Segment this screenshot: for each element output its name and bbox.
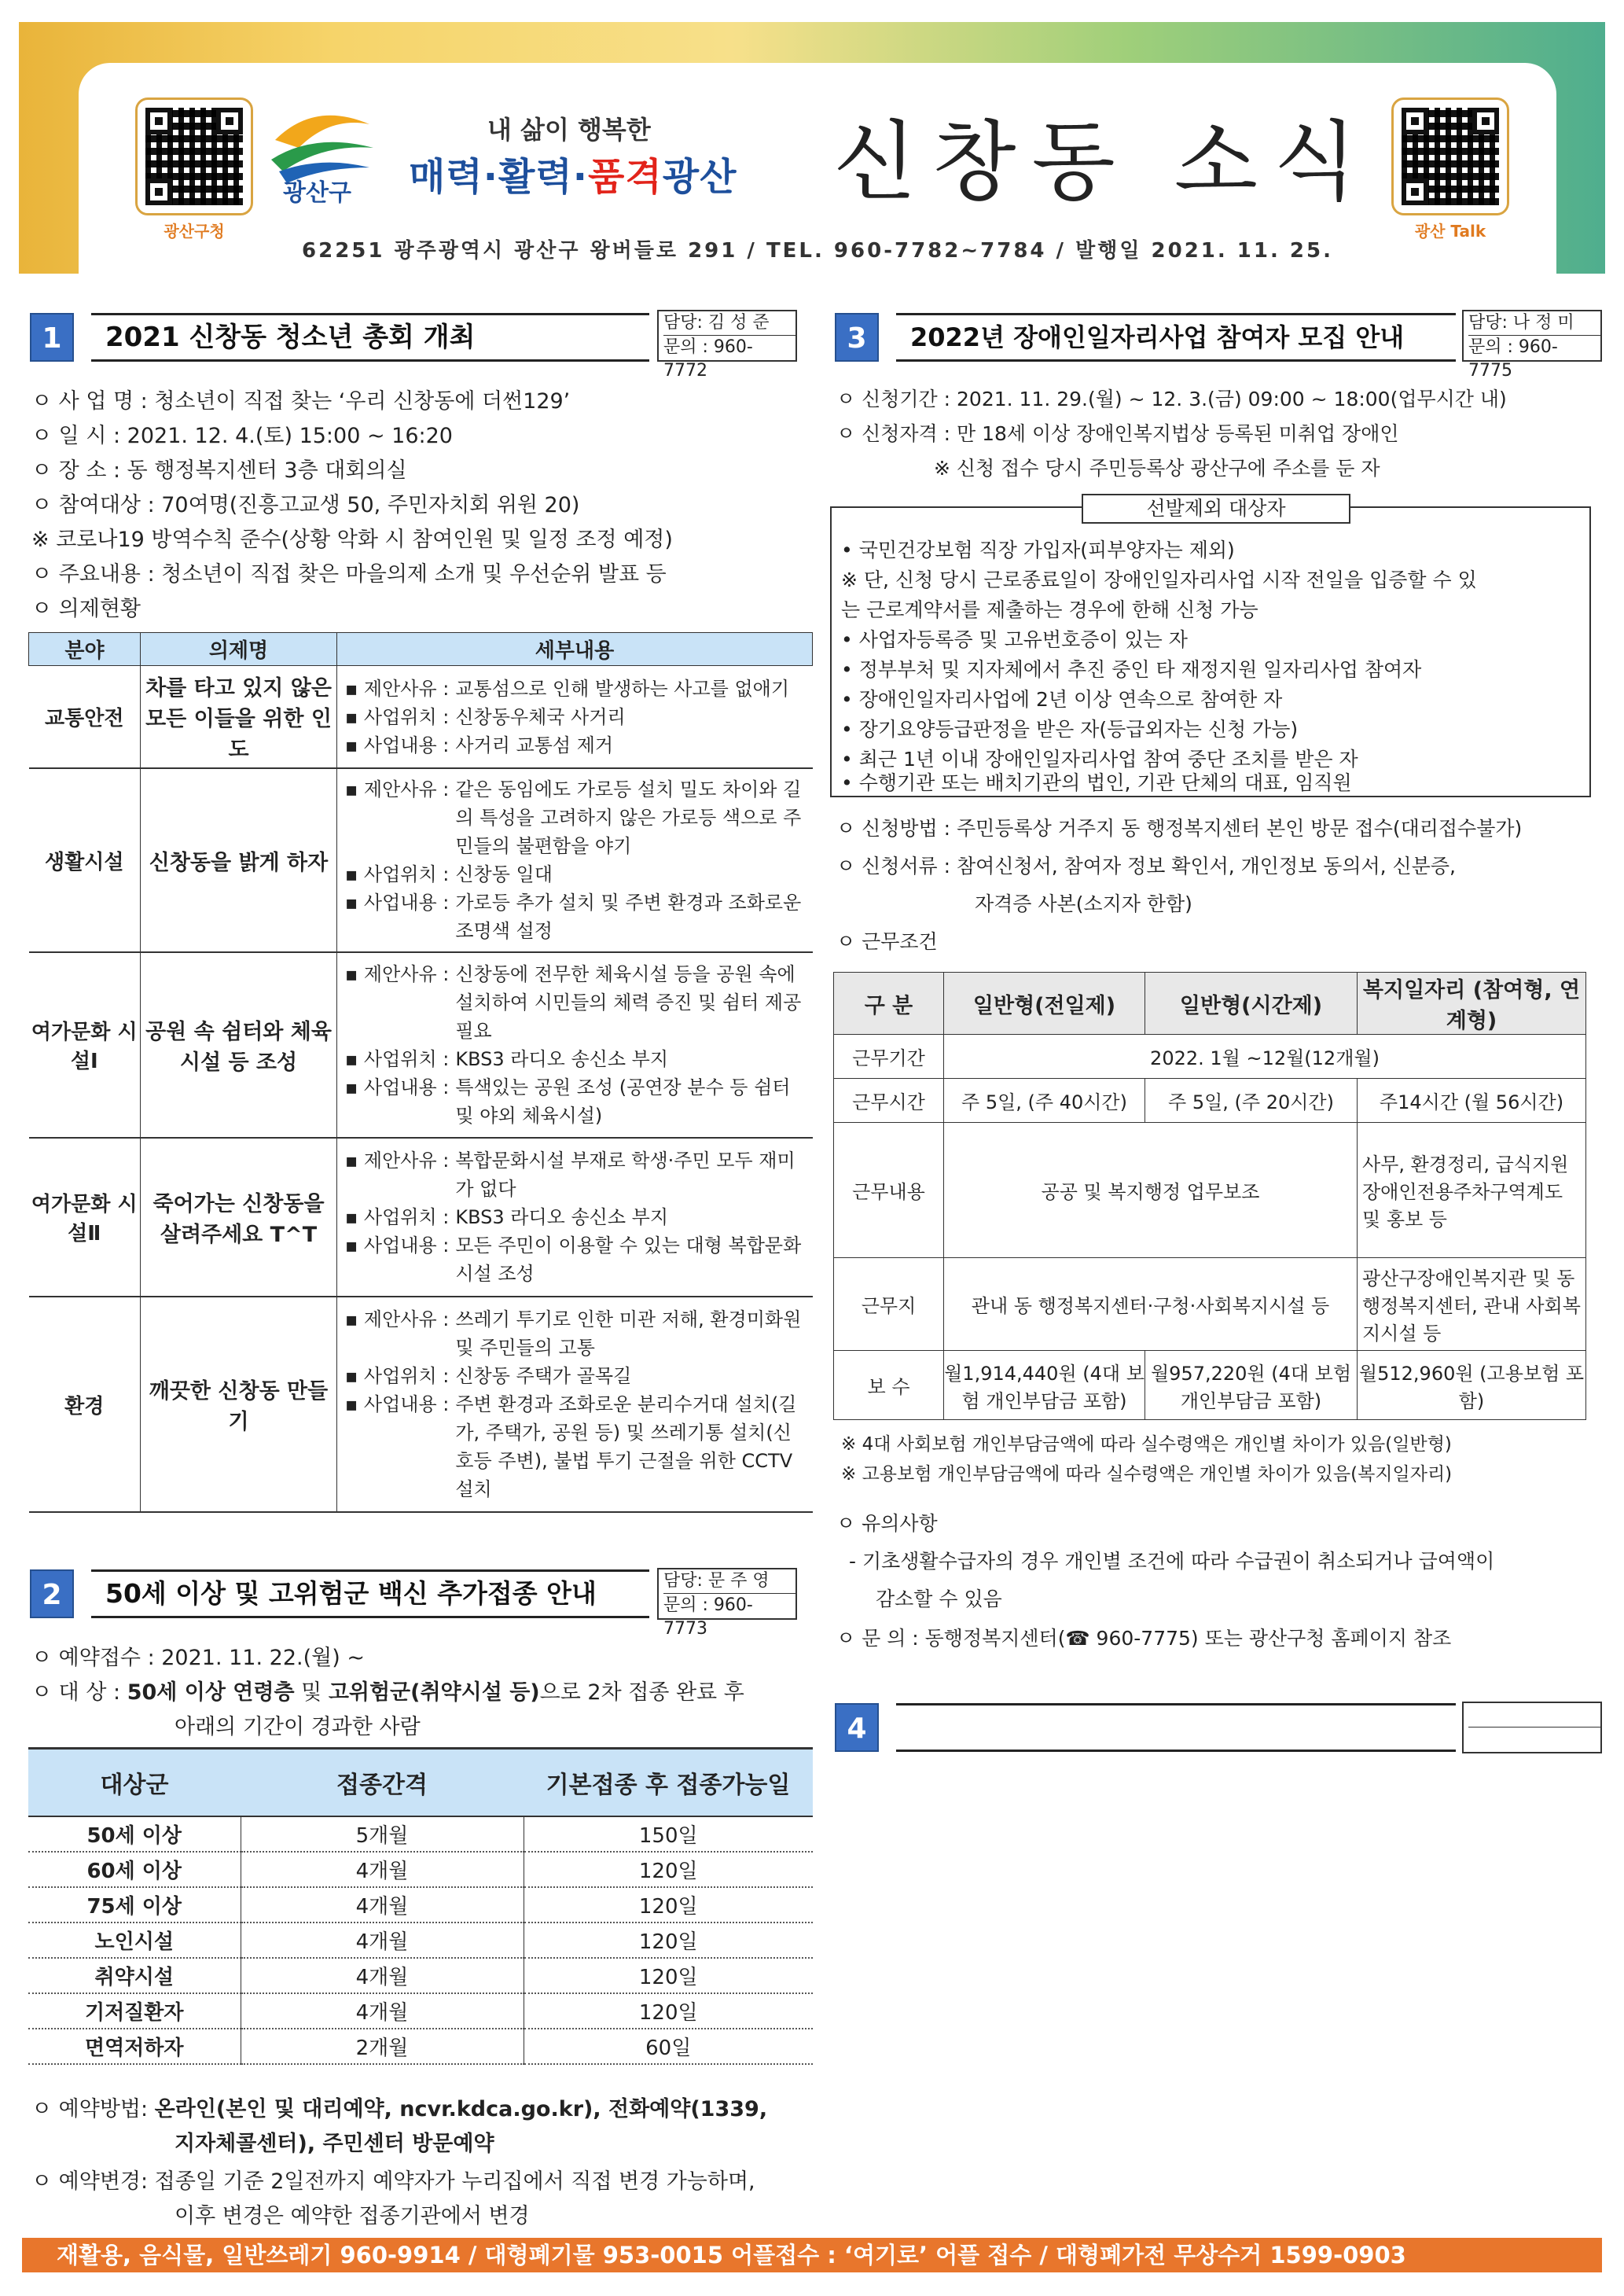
cell: 근무지: [834, 1258, 944, 1351]
text-bold: 50세 이상 연령층: [127, 1680, 295, 1705]
s1-line: ㅇ 일 시 : 2021. 12. 4.(토) 15:00 ~ 16:20: [31, 424, 453, 448]
section1-number: 1: [30, 313, 74, 362]
s3-line: ㅇ 신청방법 : 주민등록상 거주지 동 행정복지센터 본인 방문 접수(대리접수불가): [836, 817, 1523, 840]
cell: 150일: [524, 1816, 813, 1852]
table-row: [834, 1123, 1586, 1258]
table-row: [834, 1079, 1586, 1123]
s1-line: ㅇ 사 업 명 : 청소년이 직접 찾는 ‘우리 신창동에 더썬129’: [31, 389, 571, 414]
key: ▪ 사업위치 :: [345, 1048, 450, 1070]
key: ▪ 제안사유 :: [345, 1150, 450, 1172]
cell: 4개월: [241, 1923, 524, 1958]
text: 및: [294, 1680, 329, 1705]
s1-line: ㅇ 주요내용 : 청소년이 직접 찾은 마을의제 소개 및 우선순위 발표 등: [31, 562, 667, 587]
section3-number: 3: [835, 313, 879, 362]
s1-line: ㅇ 참여대상 : 70여명(진흥고교생 50, 주민자치회 위원 20): [31, 493, 580, 517]
contact-person: 담당: 문 주 영: [663, 1569, 795, 1594]
s3-line: ㅇ 문 의 : 동행정복지센터(☎ 960-7775) 또는 광산구청 홈페이지 참조: [836, 1627, 1452, 1650]
table-row: [28, 1993, 813, 2029]
cell: 광산구장애인복지관 및 동행정복지센터, 관내 사회복지시설 등: [1358, 1258, 1586, 1351]
cell: 60일: [524, 2029, 813, 2064]
val: 가로등 추가 설치 및 주변 환경과 조화로운 조명색 설정: [455, 892, 802, 942]
agenda-name: 차를 타고 있지 않은 모든 이들을 위한 인도: [141, 666, 337, 769]
contact-row: [1468, 1728, 1600, 1752]
cell: 주 5일, (주 20시간): [1145, 1079, 1358, 1123]
s3-note: ※ 고용보험 개인부담금액에 따라 실수령액은 개인별 차이가 있음(복지일자리): [841, 1464, 1453, 1485]
table-row: [28, 1923, 813, 1958]
key: ▪ 사업내용 :: [345, 1393, 450, 1415]
col-head: 구 분: [834, 973, 944, 1035]
section4-title: [896, 1703, 1456, 1752]
exclusion-item: • 수행기관 또는 배치기관의 법인, 기관 단체의 대표, 임직원: [841, 771, 1352, 794]
cell: 주 5일, (주 40시간): [944, 1079, 1145, 1123]
section4-number: 4: [835, 1703, 879, 1752]
field: 생활시설: [29, 768, 141, 952]
logo-name: 광산구: [283, 179, 351, 207]
key: ▪ 제안사유 :: [345, 1308, 450, 1330]
s3-line: ㅇ 신청자격 : 만 18세 이상 장애인복지법상 등록된 미취업 장애인: [836, 422, 1399, 445]
key: ▪ 사업위치 :: [345, 1365, 450, 1387]
col-head: 접종간격: [241, 1749, 524, 1816]
key: ▪ 사업위치 :: [345, 863, 450, 885]
cell: 50세 이상: [28, 1816, 241, 1852]
cell: 면역저하자: [28, 2029, 241, 2064]
val: 신창동에 전무한 체육시설 등을 공원 속에 설치하여 시민들의 체력 증진 및 쉼터 제공 필요: [455, 963, 802, 1042]
s3-line: 자격증 사본(소지자 한함): [975, 892, 1192, 915]
text: ㅇ 대 상 :: [31, 1680, 127, 1705]
s3-line: ㅇ 신청기간 : 2021. 11. 29.(월) ~ 12. 3.(금) 09:00 ~ 18:00(업무시간 내): [836, 388, 1507, 410]
field: 교통안전: [29, 666, 141, 769]
key: ▪ 사업위치 :: [345, 705, 450, 728]
table-row: [834, 1258, 1586, 1351]
s3-line: ㅇ 신청서류 : 참여신청서, 참여자 정보 확인서, 개인정보 동의서, 신분증,: [836, 855, 1456, 878]
col-head: 복지일자리 (참여형, 연계형): [1358, 973, 1586, 1035]
table-row: [28, 1887, 813, 1923]
table-row: [28, 1958, 813, 1993]
s3-line: ㅇ 근무조건: [836, 930, 938, 953]
s2-line: 아래의 기간이 경과한 사람: [175, 1715, 421, 1739]
slogan-line1: 내 삶이 행복한: [487, 115, 651, 145]
slogan-line2: [409, 146, 737, 201]
cell: 기저질환자: [28, 1993, 241, 2029]
exclusion-item: 는 근로계약서를 제출하는 경우에 한해 신청 가능: [841, 598, 1258, 621]
col-head: 일반형(전일제): [944, 973, 1145, 1035]
key: ▪ 사업내용 :: [345, 1234, 450, 1257]
cell: 월512,960원 (고용보험 포함): [1358, 1351, 1586, 1420]
table-row: [28, 2029, 813, 2064]
slogan-part-b: 품격: [587, 155, 663, 199]
text: 으로 2차 접종 완료 후: [539, 1680, 744, 1705]
text-bold: 온라인(본인 및 대리예약, ncvr.kdca.go.kr), 전화예약(1339,: [154, 2097, 768, 2121]
contact-row: [1468, 1703, 1600, 1728]
contact-phone: 문의 : 960-7773: [663, 1595, 753, 1639]
key: ▪ 사업내용 :: [345, 892, 450, 914]
cell: 75세 이상: [28, 1887, 241, 1923]
exclusion-item: • 정부부처 및 지자체에서 추진 중인 타 재정지원 일자리사업 참여자: [841, 658, 1422, 681]
section2-number: 2: [30, 1569, 74, 1618]
val: 같은 동임에도 가로등 설치 밀도 차이와 길의 특성을 고려하지 않은 가로등 색으로 주민들의 불편함을 야기: [455, 778, 802, 857]
section1-title: 2021 신창동 청소년 총회 개최: [91, 313, 649, 362]
cell: 사무, 환경정리, 급식지원 장애인전용주차구역계도 및 홍보 등: [1358, 1123, 1586, 1258]
qr-right-label: 광산 Talk: [1414, 222, 1486, 241]
section4-contact: [1462, 1702, 1602, 1753]
key: ▪ 제안사유 :: [345, 778, 450, 800]
cell: 관내 동 행정복지센터·구청·사회복지시설 등: [944, 1258, 1358, 1351]
cell: 근무기간: [834, 1035, 944, 1079]
s2-line: 지자체콜센터), 주민센터 방문예약: [175, 2132, 494, 2156]
text-bold: 고위험군(취약시설 등): [328, 1680, 540, 1705]
s3-note: ※ 4대 사회보험 개인부담금액에 따라 실수령액은 개인별 차이가 있음(일반형): [841, 1434, 1452, 1455]
contact-person: 담당: 김 성 준: [663, 311, 795, 336]
page-title: 신창동 소식: [833, 112, 1373, 212]
exclusion-item: ※ 단, 신청 당시 근로종료일이 장애인일자리사업 시작 전일을 입증할 수 있: [841, 568, 1477, 591]
exclusion-item: • 최근 1년 이내 장애인일자리사업 참여 중단 조치를 받은 자: [841, 748, 1358, 771]
s3-line: ※ 신청 접수 당시 주민등록상 광산구에 주소를 둔 자: [934, 457, 1380, 480]
text: ㅇ 예약방법:: [31, 2097, 155, 2121]
s2-line: [31, 2092, 767, 2122]
cell: 노인시설: [28, 1923, 241, 1958]
exclusion-item: • 국민건강보험 직장 가입자(피부양자는 제외): [841, 539, 1235, 561]
cell: 2개월: [241, 2029, 524, 2064]
section2-title: 50세 이상 및 고위험군 백신 추가접종 안내: [91, 1569, 649, 1618]
key: ▪ 사업내용 :: [345, 1076, 450, 1098]
s3-line: ㅇ 유의사항: [836, 1512, 938, 1535]
cell: 120일: [524, 1993, 813, 2029]
s2-line: [31, 1675, 744, 1705]
cell: 4개월: [241, 1852, 524, 1887]
val: 교통섬으로 인해 발생하는 사고를 없애기: [455, 677, 790, 700]
s1-line: ㅇ 의제현황: [31, 597, 141, 621]
key: ▪ 사업위치 :: [345, 1206, 450, 1228]
key: ▪ 제안사유 :: [345, 963, 450, 985]
work-conditions-table: [833, 972, 1586, 1420]
agenda-name: 공원 속 쉼터와 체육시설 등 조성: [141, 952, 337, 1138]
cell: 120일: [524, 1887, 813, 1923]
table-row: [834, 1035, 1586, 1079]
qr-code-right[interactable]: [1391, 98, 1509, 215]
cell: 근무시간: [834, 1079, 944, 1123]
val: 쓰레기 투기로 인한 미관 저해, 환경미화원 및 주민들의 고통: [455, 1308, 802, 1359]
agenda-name: 신창동을 밝게 하자: [141, 768, 337, 952]
table-row: [28, 1816, 813, 1852]
val: KBS3 라디오 송신소 부지: [455, 1048, 669, 1070]
cell: 5개월: [241, 1816, 524, 1852]
cell: 월957,220원 (4대 보험 개인부담금 포함): [1145, 1351, 1358, 1420]
contact-person: 담당: 나 정 미: [1468, 311, 1600, 336]
agenda-name: 깨끗한 신창동 만들기: [141, 1297, 337, 1512]
slogan-part-c: 광산: [662, 155, 737, 199]
col-head: 세부내용: [337, 633, 813, 666]
cell: 보 수: [834, 1351, 944, 1420]
s2-line: ㅇ 예약변경: 접종일 기준 2일전까지 예약자가 누리집에서 직접 변경 가능하며,: [31, 2169, 755, 2194]
val: KBS3 라디오 송신소 부지: [455, 1206, 669, 1228]
booster-table: [28, 1747, 813, 2065]
col-head: 분야: [29, 633, 141, 666]
exclusion-heading: 선발제외 대상자: [1082, 494, 1350, 524]
exclusion-item: • 사업자등록증 및 고유번호증이 있는 자: [841, 628, 1188, 651]
col-head: 대상군: [28, 1749, 241, 1816]
table-row: [834, 1351, 1586, 1420]
contact-phone: 문의 : 960-7775: [1468, 337, 1558, 381]
s3-line: 감소할 수 있음: [876, 1588, 1002, 1610]
qr-left-label: 광산구청: [164, 222, 225, 241]
val: 사거리 교통섬 제거: [455, 734, 614, 756]
section1-contact: [657, 310, 797, 381]
exclusion-item: • 장애인일자리사업에 2년 이상 연속으로 참여한 자: [841, 688, 1283, 711]
s2-line: 이후 변경은 예약한 접종기관에서 변경: [175, 2204, 530, 2228]
col-head: 일반형(시간제): [1145, 973, 1358, 1035]
field: 환경: [29, 1297, 141, 1512]
slogan-part-a: 매력·활력·: [409, 155, 588, 199]
cell: 공공 및 복지행정 업무보조: [944, 1123, 1358, 1258]
table-row: [29, 1138, 813, 1297]
s1-line: ㅇ 장 소 : 동 행정복지센터 3층 대회의실: [31, 458, 407, 483]
cell: 근무내용: [834, 1123, 944, 1258]
col-head: 기본접종 후 접종가능일: [524, 1749, 813, 1816]
val: 특색있는 공원 조성 (공연장 분수 등 쉼터 및 야외 체육시설): [455, 1076, 791, 1127]
key: ▪ 사업내용 :: [345, 734, 450, 756]
cell: 120일: [524, 1958, 813, 1993]
footer-bar: 재활용, 음식물, 일반쓰레기 960-9914 / 대형폐기물 953-0015 어플접수 : ‘여기로’ 어플 접수 / 대형폐가전 무상수거 1599-0903: [22, 2238, 1602, 2272]
val: 주변 환경과 조화로운 분리수거대 설치(길가, 주택가, 공원 등) 및 쓰레기통 설치(신호등 주변), 불법 투기 근절을 위한 CCTV 설치: [455, 1393, 797, 1500]
contact-phone: 문의 : 960-7772: [663, 337, 753, 381]
exclusion-box: [830, 506, 1591, 797]
cell: 60세 이상: [28, 1852, 241, 1887]
cell: 120일: [524, 1923, 813, 1958]
table-row: [29, 666, 813, 769]
s1-line: ※ 코로나19 방역수칙 준수(상황 악화 시 참여인원 및 일정 조정 예정): [31, 528, 673, 552]
agenda-name: 죽어가는 신창동을 살려주세요 T^T: [141, 1138, 337, 1297]
table-row: [29, 1297, 813, 1512]
val: 신창동 주택가 골목길: [455, 1365, 632, 1387]
section3-contact: [1462, 310, 1602, 381]
cell: 월1,914,440원 (4대 보험 개인부담금 포함): [944, 1351, 1145, 1420]
cell: 4개월: [241, 1958, 524, 1993]
col-head: 의제명: [141, 633, 337, 666]
cell: 주14시간 (월 56시간): [1358, 1079, 1586, 1123]
qr-code-left[interactable]: [135, 98, 253, 215]
val: 복합문화시설 부재로 학생·주민 모두 재미가 없다: [455, 1150, 795, 1200]
table-row: [29, 768, 813, 952]
exclusion-item: • 장기요양등급판정을 받은 자(등급외자는 신청 가능): [841, 718, 1299, 741]
key: ▪ 제안사유 :: [345, 677, 450, 700]
val: 신창동 일대: [455, 863, 553, 885]
field: 여가문화 시설Ⅱ: [29, 1138, 141, 1297]
val: 모든 주민이 이용할 수 있는 대형 복합문화시설 조성: [455, 1234, 802, 1285]
cell: 취약시설: [28, 1958, 241, 1993]
address-line: 62251 광주광역시 광산구 왕버들로 291 / TEL. 960-7782~7784 / 발행일 2021. 11. 25.: [302, 239, 1333, 263]
section2-contact: [657, 1568, 797, 1639]
agenda-table: [28, 632, 813, 1513]
val: 신창동우체국 사거리: [455, 705, 626, 728]
cell: 2022. 1월 ~12월(12개월): [944, 1035, 1586, 1079]
table-row: [29, 952, 813, 1138]
s3-line: - 기초생활수급자의 경우 개인별 조건에 따라 수급권이 취소되거나 급여액이: [849, 1550, 1495, 1573]
field: 여가문화 시설Ⅰ: [29, 952, 141, 1138]
cell: 4개월: [241, 1993, 524, 2029]
cell: 4개월: [241, 1887, 524, 1923]
cell: 120일: [524, 1852, 813, 1887]
section3-title: 2022년 장애인일자리사업 참여자 모집 안내: [896, 313, 1456, 362]
table-row: [28, 1852, 813, 1887]
s2-line: ㅇ 예약접수 : 2021. 11. 22.(월) ~: [31, 1646, 365, 1670]
